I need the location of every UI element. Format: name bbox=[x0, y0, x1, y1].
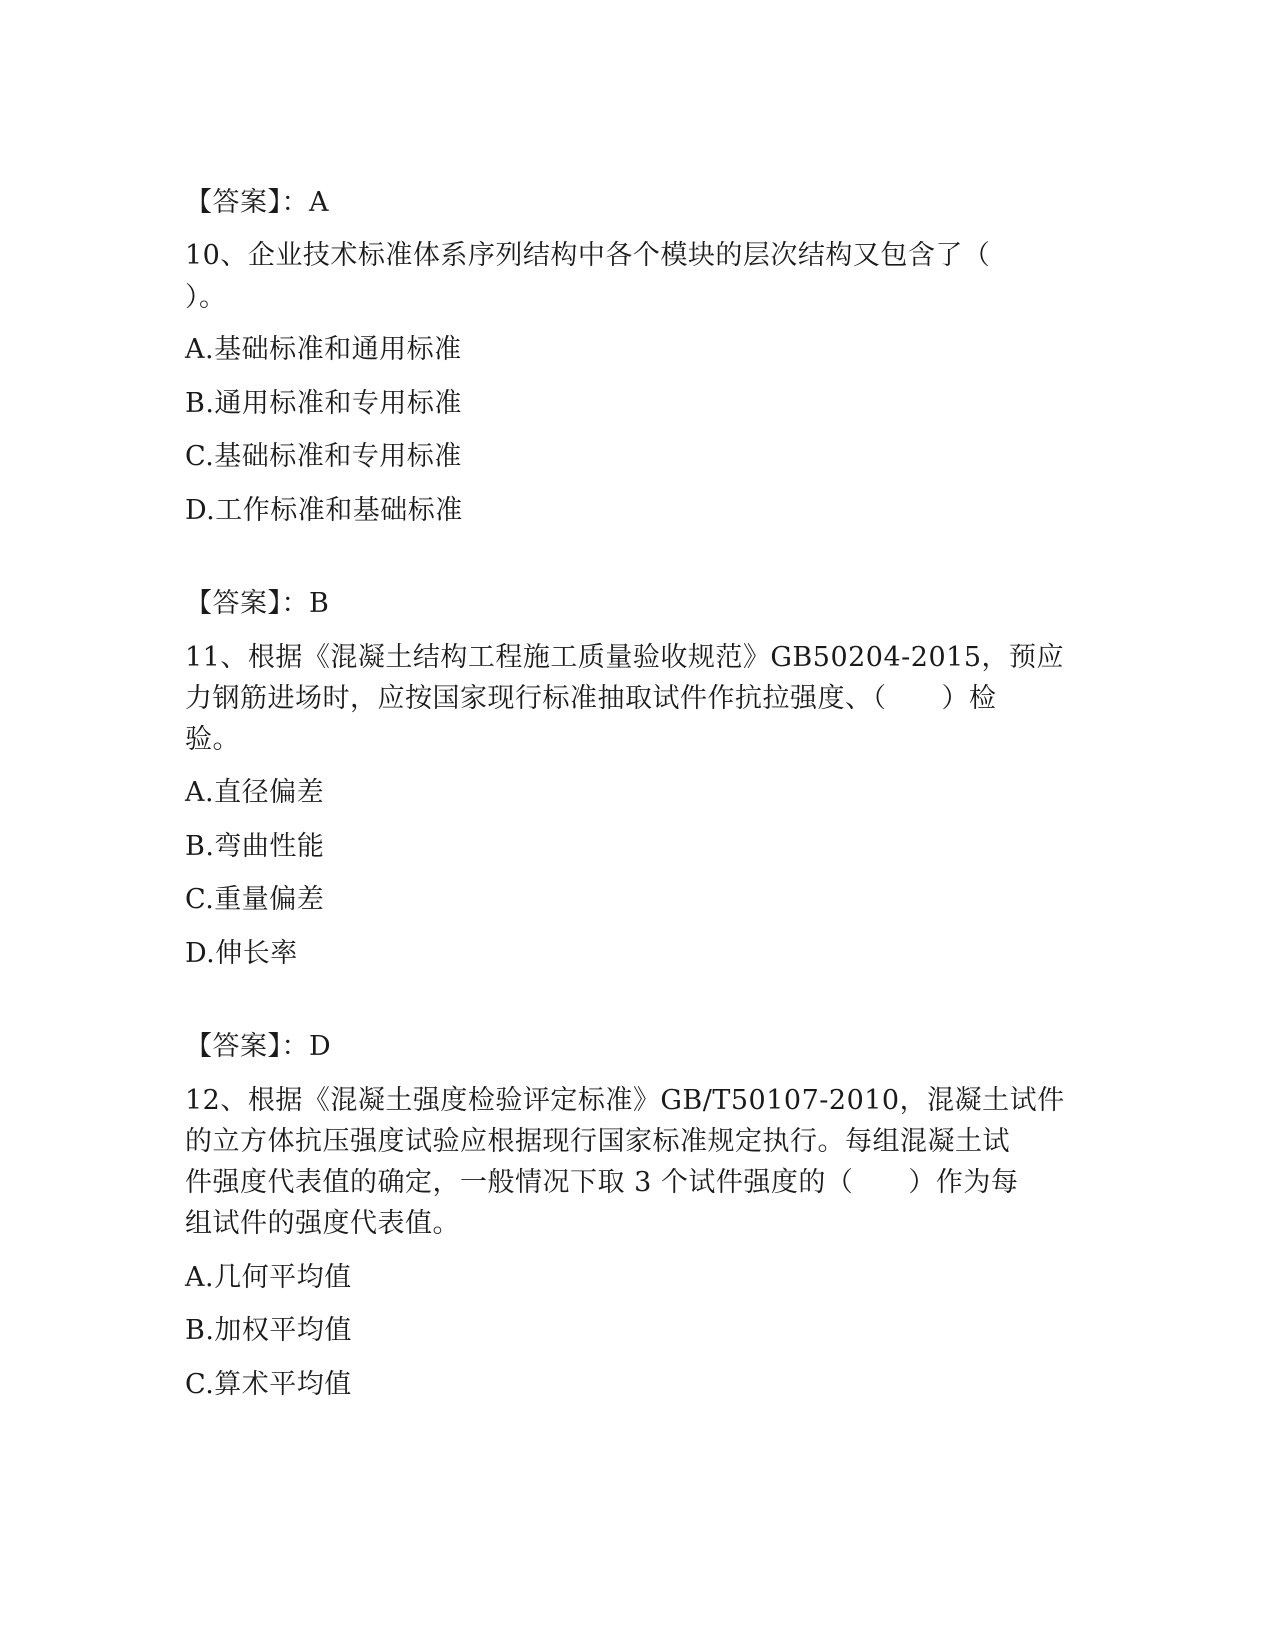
answer-q11: 【答案】：D bbox=[185, 1031, 332, 1062]
question-11-stem-line-1: 11、根据《混凝土结构工程施工质量验收规范》GB50204-2015，预应 bbox=[185, 642, 1064, 673]
question-11-stem-line-3: 验。 bbox=[185, 724, 240, 755]
question-12-stem-line-3: 件强度代表值的确定，一般情况下取 3 个试件强度的（ ）作为每 bbox=[185, 1167, 1019, 1198]
question-12-stem-line-1: 12、根据《混凝土强度检验评定标准》GB/T50107-2010，混凝土试件 bbox=[185, 1085, 1065, 1116]
question-12-option-b: B.加权平均值 bbox=[185, 1315, 352, 1346]
question-12-option-a: A.几何平均值 bbox=[185, 1262, 352, 1293]
question-11-option-a: A.直径偏差 bbox=[185, 777, 325, 808]
question-11-option-c: C.重量偏差 bbox=[185, 884, 325, 915]
question-11-stem-line-2: 力钢筋进场时，应按国家现行标准抽取试件作抗拉强度、（ ）检 bbox=[185, 683, 997, 714]
question-10-stem-line-2: ）。 bbox=[185, 282, 227, 313]
answer-q9: 【答案】：A bbox=[185, 187, 329, 218]
question-10-stem-line-1: 10、企业技术标准体系序列结构中各个模块的层次结构又包含了（ bbox=[185, 240, 991, 271]
question-11-option-d: D.伸长率 bbox=[185, 938, 298, 969]
question-11-option-b: B.弯曲性能 bbox=[185, 831, 325, 862]
question-10-option-b: B.通用标准和专用标准 bbox=[185, 388, 462, 419]
question-12-stem-line-2: 的立方体抗压强度试验应根据现行国家标准规定执行。每组混凝土试 bbox=[185, 1126, 1010, 1157]
question-12-option-c: C.算术平均值 bbox=[185, 1369, 352, 1400]
question-10-option-d: D.工作标准和基础标准 bbox=[185, 495, 463, 526]
question-10-option-c: C.基础标准和专用标准 bbox=[185, 441, 462, 472]
question-10-option-a: A.基础标准和通用标准 bbox=[185, 334, 462, 365]
answer-q10: 【答案】：B bbox=[185, 588, 330, 619]
question-12-stem-line-4: 组试件的强度代表值。 bbox=[185, 1208, 460, 1239]
